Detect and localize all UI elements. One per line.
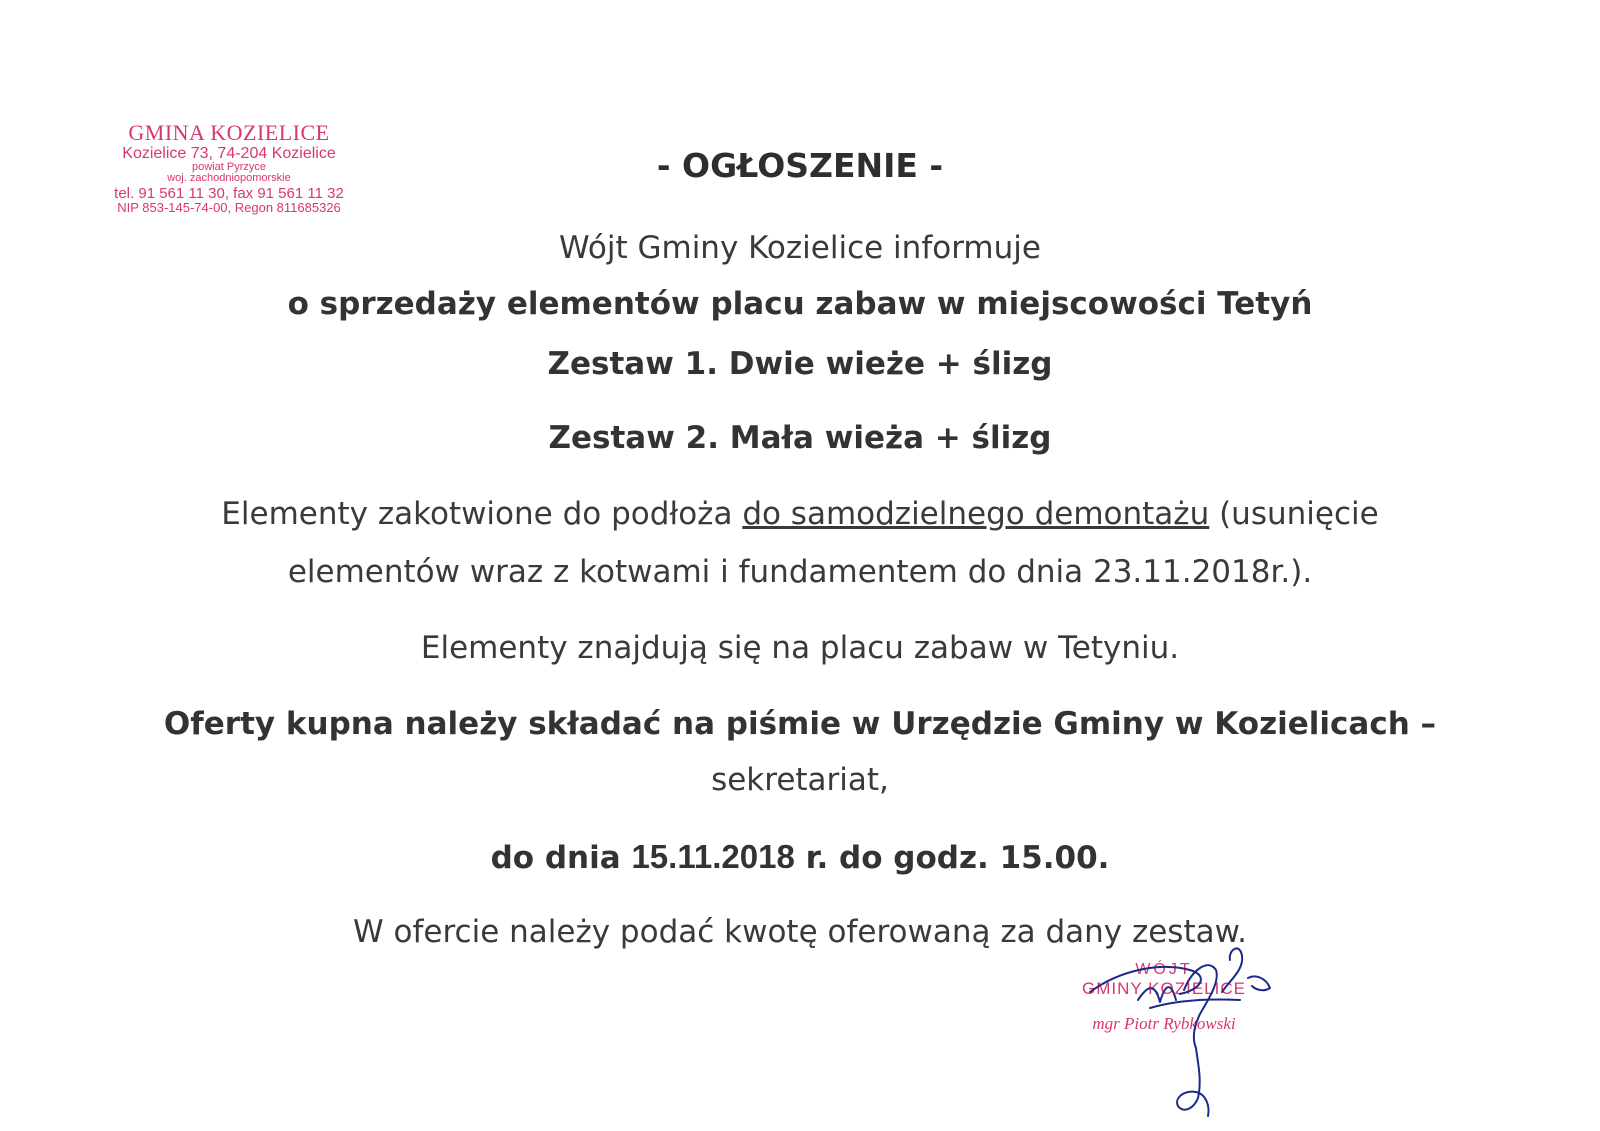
stamp-org: GMINA KOZIELICE [128, 120, 330, 145]
paragraph-offer-deadline [0, 838, 1600, 876]
p1-text-b: (usunięcie [1209, 496, 1379, 532]
paragraph-removal-deadline: elementów wraz z kotwami i fundamentem do dnia 23.11.2018r.). [287, 554, 1313, 590]
set-1: Zestaw 1. Dwie wieże + ślizg [547, 346, 1053, 382]
notice-subject: o sprzedaży elementów placu zabaw w miejscowości Tetyń [287, 286, 1313, 322]
notice-intro: Wójt Gminy Kozielice informuje [559, 230, 1041, 266]
stamp-address: Kozielice 73, 74-204 Kozielice [122, 145, 336, 162]
p1-underlined: do samodzielnego demontażu [742, 496, 1210, 532]
signature-stamp-office: GMINY KOZIELICE [1082, 979, 1246, 998]
notice-title: - OGŁOSZENIE - [656, 146, 944, 185]
p6-text-b: r. do godz. 15.00. [794, 840, 1110, 876]
signature-stamp-title: WÓJT [1135, 961, 1193, 978]
stamp-ids: NIP 853-145-74-00, Regon 811685326 [117, 200, 341, 215]
stamp-county: powiat Pyrzyce [192, 161, 266, 173]
signature-stamp-name: mgr Piotr Rybkowski [1092, 1014, 1236, 1033]
p6-text-a: do dnia [490, 840, 632, 876]
paragraph-secretariat: sekretariat, [711, 762, 889, 798]
set-2: Zestaw 2. Mała wieża + ślizg [548, 420, 1052, 456]
stamp-phone: tel. 91 561 11 30, fax 91 561 11 32 [114, 185, 344, 202]
handwritten-signature [1080, 930, 1300, 1120]
p6-date: 15.11.2018 [631, 838, 795, 875]
paragraph-offers: Oferty kupna należy składać na piśmie w Urzędzie Gminy w Kozielicach – [163, 706, 1437, 742]
paragraph-offer-amount: W ofercie należy podać kwotę oferowaną za dany zestaw. [353, 914, 1247, 950]
p1-text-a: Elementy zakotwione do podłoża [221, 496, 743, 532]
paragraph-location: Elementy znajdują się na placu zabaw w Tetyniu. [420, 630, 1180, 666]
stamp-region: woj. zachodniopomorskie [167, 172, 291, 184]
paragraph-anchored [0, 496, 1600, 532]
